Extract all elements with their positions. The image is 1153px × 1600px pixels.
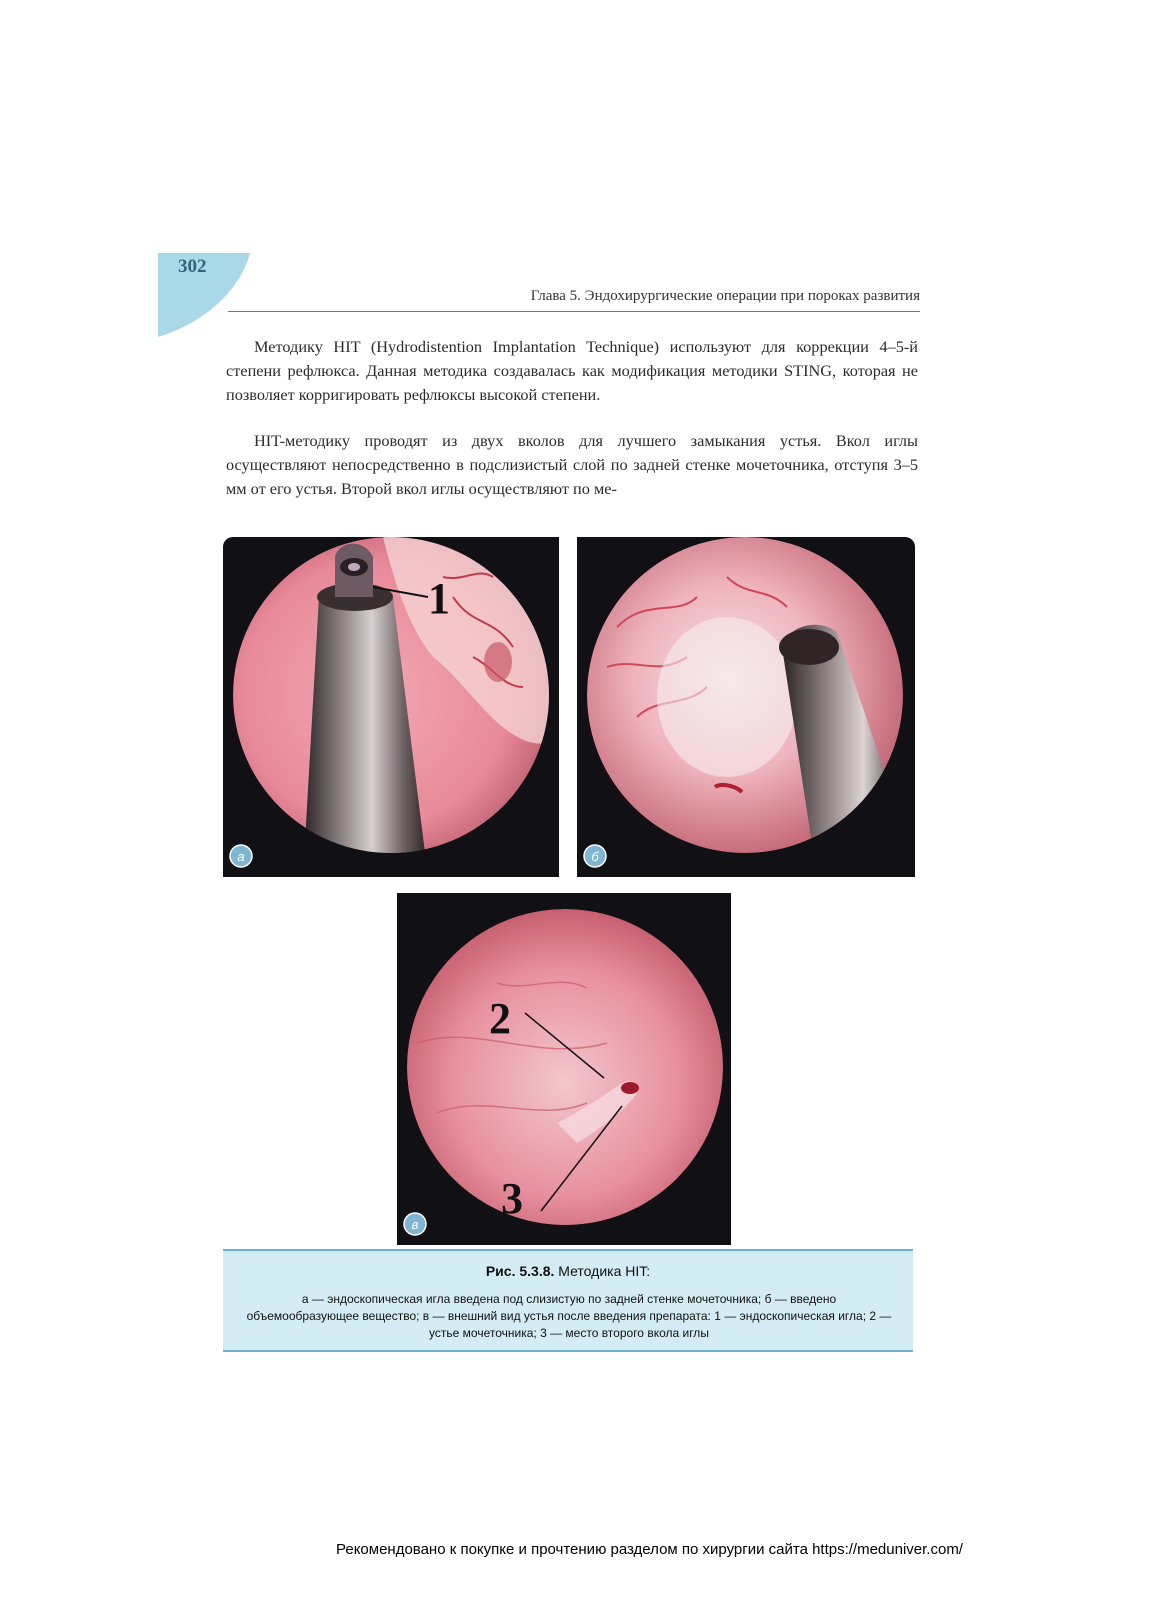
marker-1: 1 xyxy=(428,574,450,623)
body-paragraph-1: Методику HIT (Hydrodistention Implantation Technique) используют для коррекции 4–5-й степени рефлюкса. Данная методика создавалась как модификация методики STING, которая не позволяет корригировать рефлюксы высокой степени. xyxy=(226,337,918,404)
figure-caption xyxy=(223,1249,913,1352)
figure-5-3-8 xyxy=(223,537,915,1350)
page-number: 302 xyxy=(178,256,207,277)
endoscopy-image-b xyxy=(577,537,915,877)
endoscopy-image-a xyxy=(223,537,559,877)
running-head: Глава 5. Эндохирургические операции при пороках развития xyxy=(530,288,920,304)
panel-b-label: б xyxy=(591,849,599,864)
header-rule xyxy=(228,311,920,312)
endoscopy-image-c xyxy=(397,893,731,1245)
caption-title-text: Методика HIT: xyxy=(554,1263,651,1279)
panel-a-label: а xyxy=(237,849,245,864)
marker-2: 2 xyxy=(489,994,511,1043)
body-paragraph-2: HIT-методику проводят из двух вколов для лучшего замыкания устья. Вкол иглы осуществляют непосредственно в подслизистый слой по задней стенке мочеточника, отступя 3–5 мм от его устья. Второй вкол иглы осуществляют по ме- xyxy=(226,431,918,498)
marker-3: 3 xyxy=(501,1174,523,1223)
caption-label: Рис. 5.3.8. xyxy=(485,1263,555,1279)
panel-c-label: в xyxy=(411,1217,419,1232)
caption-text: а — эндоскопическая игла введена под слизистую по задней стенке мочеточника; б — введено объемообразующее вещество; в — внешний вид устья после введения препарата: 1 — эндоскопическая игла; 2 — устье мочеточника; 3 — место второго вкола иглы xyxy=(246,1292,892,1340)
caption-title xyxy=(223,1263,913,1279)
footer-note: Рекомендовано к покупке и прочтению разделом по хирургии сайта https://meduniver.com/ xyxy=(336,1541,963,1558)
